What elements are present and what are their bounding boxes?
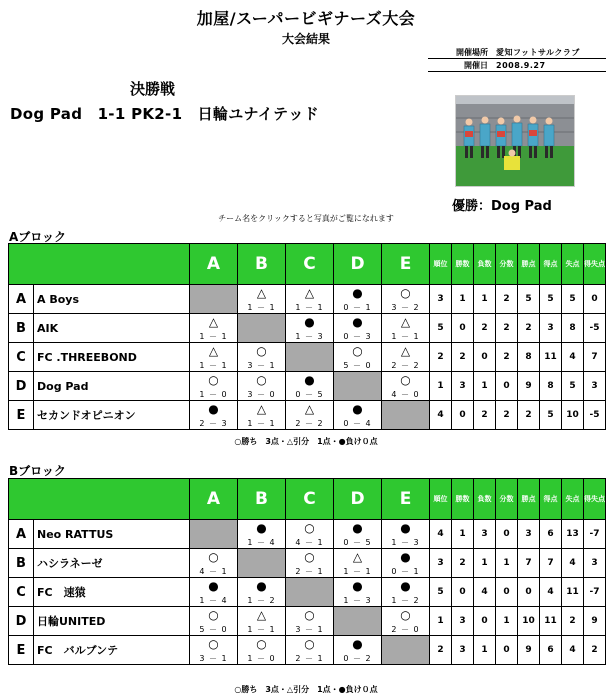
stat-value: 3	[540, 314, 562, 343]
match-result-cell	[286, 314, 334, 343]
match-result-cell	[334, 314, 382, 343]
match-score: 2 － 1	[295, 567, 324, 576]
match-result-cell	[190, 578, 238, 607]
stat-value: 10	[562, 401, 584, 430]
match-score: 0 － 5	[295, 390, 324, 399]
result-symbol: ●	[304, 315, 315, 329]
match-result-cell	[382, 343, 430, 372]
stat-value: 5	[540, 285, 562, 314]
block-a-table	[8, 243, 606, 430]
venue-label: 開催場所	[456, 47, 488, 57]
result-symbol: △	[400, 315, 411, 329]
match-score: 0 － 5	[343, 538, 372, 547]
match-result-cell	[238, 578, 286, 607]
row-id: A	[9, 285, 34, 314]
stat-header: 得点	[540, 244, 562, 285]
result-symbol: ○	[208, 373, 219, 387]
stat-value: 2	[496, 401, 518, 430]
match-score: 2 － 1	[295, 654, 324, 663]
stat-value: 3	[584, 549, 606, 578]
stat-value: 1	[452, 285, 474, 314]
stat-value: 7	[540, 549, 562, 578]
result-symbol: ○	[256, 344, 267, 358]
self-match-cell	[190, 285, 238, 314]
match-result-cell	[190, 372, 238, 401]
team-name-link[interactable]: FC .THREEBOND	[34, 343, 190, 372]
team-name-link[interactable]: セカンドオピニオン	[34, 401, 190, 430]
self-match-cell	[382, 401, 430, 430]
stat-value: -5	[584, 401, 606, 430]
column-header-b: B	[238, 479, 286, 520]
stat-value: 5	[562, 372, 584, 401]
match-result-cell	[238, 401, 286, 430]
stat-header: 得失点	[584, 479, 606, 520]
result-symbol: △	[256, 402, 267, 416]
stat-value: 2	[518, 401, 540, 430]
stat-value: 1	[430, 607, 452, 636]
stat-value: 4	[562, 549, 584, 578]
stat-header: 失点	[562, 244, 584, 285]
team-row	[9, 607, 606, 636]
match-score: 3 － 1	[199, 654, 228, 663]
match-result-cell	[382, 314, 430, 343]
stat-value: 0	[452, 401, 474, 430]
stat-value: 9	[518, 636, 540, 665]
match-score: 1 － 0	[199, 390, 228, 399]
stat-value: 1	[474, 636, 496, 665]
self-match-cell	[382, 636, 430, 665]
team-row	[9, 401, 606, 430]
team-row	[9, 636, 606, 665]
match-score: 0 － 4	[343, 419, 372, 428]
match-result-cell	[190, 636, 238, 665]
match-score: 4 － 1	[295, 538, 324, 547]
team-name-link[interactable]: 日輪UNITED	[34, 607, 190, 636]
match-result-cell	[238, 607, 286, 636]
stat-header: 分数	[496, 479, 518, 520]
match-score: 3 － 0	[247, 390, 276, 399]
result-symbol: ●	[400, 550, 411, 564]
stat-value: 8	[562, 314, 584, 343]
stat-value: 2	[452, 549, 474, 578]
match-score: 2 － 2	[295, 419, 324, 428]
match-result-cell	[334, 520, 382, 549]
stat-value: 4	[562, 636, 584, 665]
match-score: 1 － 1	[199, 332, 228, 341]
result-symbol: ○	[304, 521, 315, 535]
final-heading: 決勝戦	[130, 80, 176, 98]
stat-header: 勝点	[518, 244, 540, 285]
stat-value: 2	[474, 401, 496, 430]
page-subtitle: 大会結果	[281, 32, 330, 46]
stat-header: 得点	[540, 479, 562, 520]
header-row	[9, 479, 606, 520]
result-symbol: ●	[208, 402, 219, 416]
stat-value: 0	[474, 343, 496, 372]
stat-value: 2	[496, 314, 518, 343]
match-result-cell	[286, 372, 334, 401]
stat-value: 7	[584, 343, 606, 372]
winner-label: 優勝：Dog Pad	[452, 199, 552, 214]
match-result-cell	[286, 636, 334, 665]
team-row	[9, 578, 606, 607]
result-symbol: ●	[400, 579, 411, 593]
self-match-cell	[334, 372, 382, 401]
stat-value: 5	[430, 578, 452, 607]
match-result-cell	[382, 607, 430, 636]
stat-value: 3	[474, 520, 496, 549]
block-a-legend: ○勝ち 3点・△引分 1点・●負け０点	[234, 437, 378, 446]
result-symbol: △	[304, 286, 315, 300]
result-symbol: ○	[400, 373, 411, 387]
match-result-cell	[382, 549, 430, 578]
result-symbol: ●	[256, 521, 267, 535]
stat-value: 1	[474, 549, 496, 578]
match-score: 5 － 0	[199, 625, 228, 634]
result-symbol: ○	[304, 637, 315, 651]
match-score: 0 － 1	[343, 303, 372, 312]
match-score: 0 － 3	[343, 332, 372, 341]
header-row	[9, 244, 606, 285]
stat-value: 4	[430, 520, 452, 549]
stat-value: 1	[496, 549, 518, 578]
stat-header: 順位	[430, 479, 452, 520]
match-result-cell	[238, 520, 286, 549]
match-score: 3 － 2	[391, 303, 420, 312]
team-row	[9, 549, 606, 578]
stat-value: 2	[474, 314, 496, 343]
result-symbol: ●	[208, 579, 219, 593]
match-score: 1 － 2	[391, 596, 420, 605]
stat-value: 2	[430, 636, 452, 665]
match-result-cell	[382, 285, 430, 314]
event-info	[428, 46, 606, 72]
stat-value: 11	[562, 578, 584, 607]
stat-value: 1	[474, 372, 496, 401]
match-score: 1 － 4	[199, 596, 228, 605]
match-result-cell	[286, 285, 334, 314]
stat-value: 4	[562, 343, 584, 372]
self-match-cell	[286, 343, 334, 372]
stat-header: 分数	[496, 244, 518, 285]
stat-value: 6	[540, 520, 562, 549]
team-name-link[interactable]: ハシラネーゼ	[34, 549, 190, 578]
team-name-link[interactable]: Dog Pad	[34, 372, 190, 401]
result-symbol: ●	[400, 521, 411, 535]
match-score: 1 － 1	[247, 303, 276, 312]
match-result-cell	[238, 343, 286, 372]
block-b-table	[8, 478, 606, 665]
match-score: 1 － 3	[391, 538, 420, 547]
stat-value: 7	[518, 549, 540, 578]
self-match-cell	[238, 549, 286, 578]
match-result-cell	[238, 285, 286, 314]
team-name-link[interactable]: AIK	[34, 314, 190, 343]
match-score: 1 － 1	[343, 567, 372, 576]
stat-value: 0	[584, 285, 606, 314]
match-score: 2 － 0	[391, 625, 420, 634]
stat-value: 2	[430, 343, 452, 372]
result-symbol: △	[208, 344, 219, 358]
final-result: Dog Pad 1-1 PK2-1 日輪ユナイテッド	[10, 105, 319, 123]
match-score: 0 － 2	[343, 654, 372, 663]
stat-value: 0	[496, 520, 518, 549]
match-result-cell	[190, 549, 238, 578]
match-result-cell	[334, 549, 382, 578]
result-symbol: ●	[256, 579, 267, 593]
match-result-cell	[334, 343, 382, 372]
match-result-cell	[238, 372, 286, 401]
stat-value: 5	[430, 314, 452, 343]
stat-value: 4	[474, 578, 496, 607]
result-symbol: △	[256, 286, 267, 300]
stat-header: 得失点	[584, 244, 606, 285]
row-id: C	[9, 343, 34, 372]
match-result-cell	[286, 549, 334, 578]
stat-value: 2	[584, 636, 606, 665]
stat-value: 2	[562, 607, 584, 636]
stat-value: 8	[540, 372, 562, 401]
stat-value: 5	[562, 285, 584, 314]
venue-value: 愛知フットサルクラブ	[496, 47, 580, 57]
stat-value: 9	[584, 607, 606, 636]
result-symbol: ○	[352, 344, 363, 358]
row-id: E	[9, 401, 34, 430]
stat-value: 3	[430, 549, 452, 578]
row-id: B	[9, 549, 34, 578]
team-name-link[interactable]: FC バルブンテ	[34, 636, 190, 665]
result-symbol: ○	[208, 608, 219, 622]
match-score: 1 － 1	[391, 332, 420, 341]
team-row	[9, 520, 606, 549]
result-symbol: ●	[352, 521, 363, 535]
column-header-e: E	[382, 244, 430, 285]
match-score: 1 － 1	[295, 303, 324, 312]
match-result-cell	[334, 285, 382, 314]
stat-value: 8	[518, 343, 540, 372]
column-header-e: E	[382, 479, 430, 520]
stat-value: 10	[518, 607, 540, 636]
stat-value: -5	[584, 314, 606, 343]
result-symbol: ○	[400, 608, 411, 622]
column-header-c: C	[286, 479, 334, 520]
result-symbol: △	[256, 608, 267, 622]
winner-team-photo	[455, 95, 575, 187]
stat-value: 13	[562, 520, 584, 549]
result-symbol: ●	[304, 373, 315, 387]
match-result-cell	[190, 401, 238, 430]
match-score: 0 － 1	[391, 567, 420, 576]
team-name-link[interactable]: Neo RATTUS	[34, 520, 190, 549]
match-score: 1 － 3	[343, 596, 372, 605]
match-score: 5 － 0	[343, 361, 372, 370]
click-note: チーム名をクリックすると写真がご覧になれます	[218, 214, 394, 223]
header-corner	[9, 244, 190, 285]
stat-value: 9	[518, 372, 540, 401]
match-score: 1 － 2	[247, 596, 276, 605]
match-result-cell	[190, 314, 238, 343]
stat-value: 2	[518, 314, 540, 343]
team-name-link[interactable]: A Boys	[34, 285, 190, 314]
result-symbol: ●	[352, 286, 363, 300]
stat-value: -7	[584, 520, 606, 549]
stat-header: 順位	[430, 244, 452, 285]
match-result-cell	[334, 636, 382, 665]
match-result-cell	[190, 607, 238, 636]
header-corner	[9, 479, 190, 520]
match-result-cell	[334, 578, 382, 607]
stat-header: 勝数	[452, 479, 474, 520]
stat-value: 5	[518, 285, 540, 314]
self-match-cell	[334, 607, 382, 636]
result-symbol: △	[208, 315, 219, 329]
match-score: 3 － 1	[295, 625, 324, 634]
stat-value: 5	[540, 401, 562, 430]
match-score: 1 － 4	[247, 538, 276, 547]
column-header-c: C	[286, 244, 334, 285]
match-result-cell	[286, 520, 334, 549]
stat-header: 負数	[474, 479, 496, 520]
result-symbol: ○	[256, 373, 267, 387]
match-score: 4 － 0	[391, 390, 420, 399]
column-header-a: A	[190, 244, 238, 285]
row-id: C	[9, 578, 34, 607]
stat-value: -7	[584, 578, 606, 607]
match-score: 1 － 1	[247, 419, 276, 428]
row-id: A	[9, 520, 34, 549]
date-label: 開催日	[464, 60, 488, 70]
match-result-cell	[382, 520, 430, 549]
team-row	[9, 285, 606, 314]
stat-value: 3	[430, 285, 452, 314]
column-header-d: D	[334, 244, 382, 285]
result-symbol: ○	[208, 550, 219, 564]
stat-value: 2	[452, 343, 474, 372]
stat-value: 2	[496, 285, 518, 314]
match-result-cell	[190, 343, 238, 372]
result-symbol: △	[304, 402, 315, 416]
stat-value: 3	[452, 372, 474, 401]
column-header-d: D	[334, 479, 382, 520]
team-row	[9, 343, 606, 372]
self-match-cell	[190, 520, 238, 549]
team-name-link[interactable]: FC 速猿	[34, 578, 190, 607]
self-match-cell	[286, 578, 334, 607]
stat-value: 2	[496, 343, 518, 372]
column-header-b: B	[238, 244, 286, 285]
match-result-cell	[382, 578, 430, 607]
result-symbol: ○	[304, 550, 315, 564]
match-score: 4 － 1	[199, 567, 228, 576]
match-score: 1 － 0	[247, 654, 276, 663]
result-symbol: ○	[256, 637, 267, 651]
match-score: 2 － 2	[391, 361, 420, 370]
stat-value: 4	[430, 401, 452, 430]
result-symbol: △	[352, 550, 363, 564]
match-score: 3 － 1	[247, 361, 276, 370]
result-symbol: ○	[304, 608, 315, 622]
stat-value: 11	[540, 343, 562, 372]
stat-value: 1	[430, 372, 452, 401]
column-header-a: A	[190, 479, 238, 520]
match-score: 1 － 3	[295, 332, 324, 341]
block-a-title: Aブロック	[9, 230, 67, 244]
row-id: E	[9, 636, 34, 665]
stat-value: 0	[452, 314, 474, 343]
result-symbol: ●	[352, 402, 363, 416]
page-title: 加屋/スーパービギナーズ大会	[196, 9, 416, 28]
stat-value: 0	[452, 578, 474, 607]
block-b-legend: ○勝ち 3点・△引分 1点・●負け０点	[234, 685, 378, 694]
stat-value: 1	[496, 607, 518, 636]
self-match-cell	[238, 314, 286, 343]
stat-value: 0	[474, 607, 496, 636]
stat-value: 1	[452, 520, 474, 549]
stat-value: 0	[518, 578, 540, 607]
stat-header: 勝点	[518, 479, 540, 520]
team-photo-image	[456, 96, 574, 186]
match-result-cell	[382, 372, 430, 401]
match-score: 2 － 3	[199, 419, 228, 428]
stat-header: 失点	[562, 479, 584, 520]
result-symbol: ○	[208, 637, 219, 651]
stat-value: 6	[540, 636, 562, 665]
stat-value: 3	[518, 520, 540, 549]
result-symbol: ●	[352, 579, 363, 593]
stat-value: 1	[474, 285, 496, 314]
match-result-cell	[334, 401, 382, 430]
match-score: 1 － 1	[247, 625, 276, 634]
stat-value: 4	[540, 578, 562, 607]
row-id: B	[9, 314, 34, 343]
block-b-title: Bブロック	[9, 464, 66, 478]
result-symbol: △	[400, 344, 411, 358]
stat-value: 0	[496, 372, 518, 401]
stat-value: 3	[452, 607, 474, 636]
stat-value: 3	[452, 636, 474, 665]
team-row	[9, 372, 606, 401]
stat-value: 0	[496, 636, 518, 665]
stat-header: 勝数	[452, 244, 474, 285]
result-symbol: ●	[352, 315, 363, 329]
match-result-cell	[286, 401, 334, 430]
stat-value: 11	[540, 607, 562, 636]
team-row	[9, 314, 606, 343]
result-symbol: ○	[400, 286, 411, 300]
date-value: 2008.9.27	[496, 60, 546, 70]
result-symbol: ●	[352, 637, 363, 651]
match-result-cell	[238, 636, 286, 665]
match-result-cell	[286, 607, 334, 636]
match-score: 1 － 1	[199, 361, 228, 370]
stat-header: 負数	[474, 244, 496, 285]
stat-value: 0	[496, 578, 518, 607]
row-id: D	[9, 607, 34, 636]
stat-value: 3	[584, 372, 606, 401]
row-id: D	[9, 372, 34, 401]
